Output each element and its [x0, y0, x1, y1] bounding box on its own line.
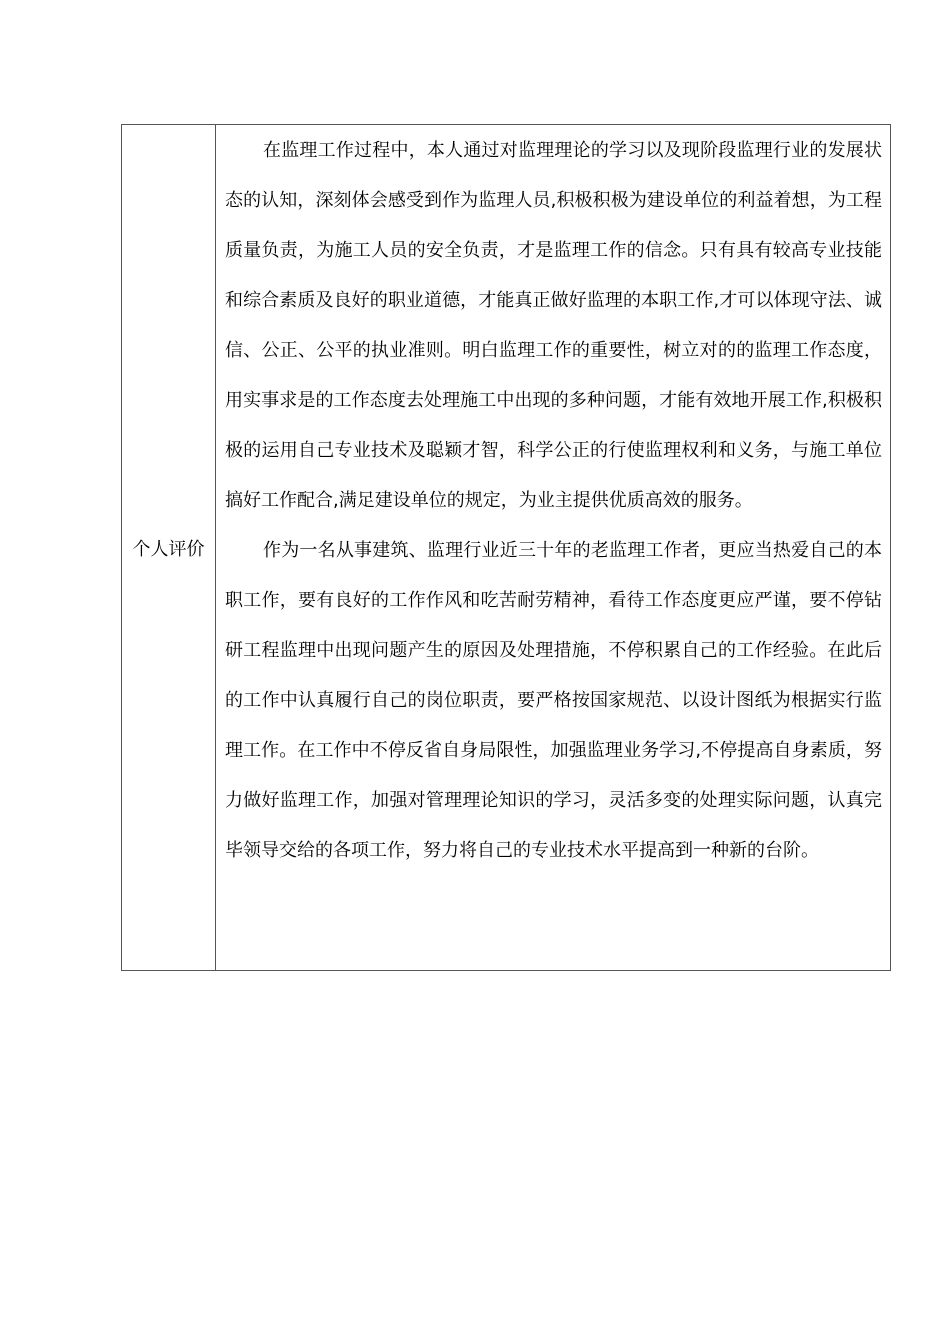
personal-evaluation-table	[121, 124, 891, 971]
evaluation-paragraph-1: 在监理工作过程中，本人通过对监理理论的学习以及现阶段监理行业的发展状态的认知，深刻体会感受到作为监理人员,积极积极为建设单位的利益着想，为工程质量负责，为施工人员的安全负责，才是监理工作的信念。只有具有较高专业技能和综合素质及良好的职业道德，才能真正做好监理的本职工作,才可以体现守法、诚信、公正、公平的执业准则。明白监理工作的重要性，树立对的的监理工作态度，用实事求是的工作态度去处理施工中出现的多种问题，才能有效地开展工作,积极积极的运用自己专业技术及聪颖才智，科学公正的行使监理权利和义务，与施工单位搞好工作配合,满足建设单位的规定，为业主提供优质高效的服务。	[225, 140, 882, 511]
content-cell	[216, 125, 890, 970]
evaluation-paragraph-2: 作为一名从事建筑、监理行业近三十年的老监理工作者，更应当热爱自己的本职工作，要有良好的工作作风和吃苦耐劳精神，看待工作态度更应严谨，要不停钻研工程监理中出现问题产生的原因及处理措施，不停积累自己的工作经验。在此后的工作中认真履行自己的岗位职责，要严格按国家规范、以设计图纸为根据实行监理工作。在工作中不停反省自身局限性，加强监理业务学习,不停提高自身素质，努力做好监理工作，加强对管理理论知识的学习，灵活多变的处理实际问题，认真完毕领导交给的各项工作，努力将自己的专业技术水平提高到一种新的台阶。	[225, 540, 882, 861]
row-label: 个人评价	[132, 538, 205, 560]
label-cell	[122, 125, 216, 970]
